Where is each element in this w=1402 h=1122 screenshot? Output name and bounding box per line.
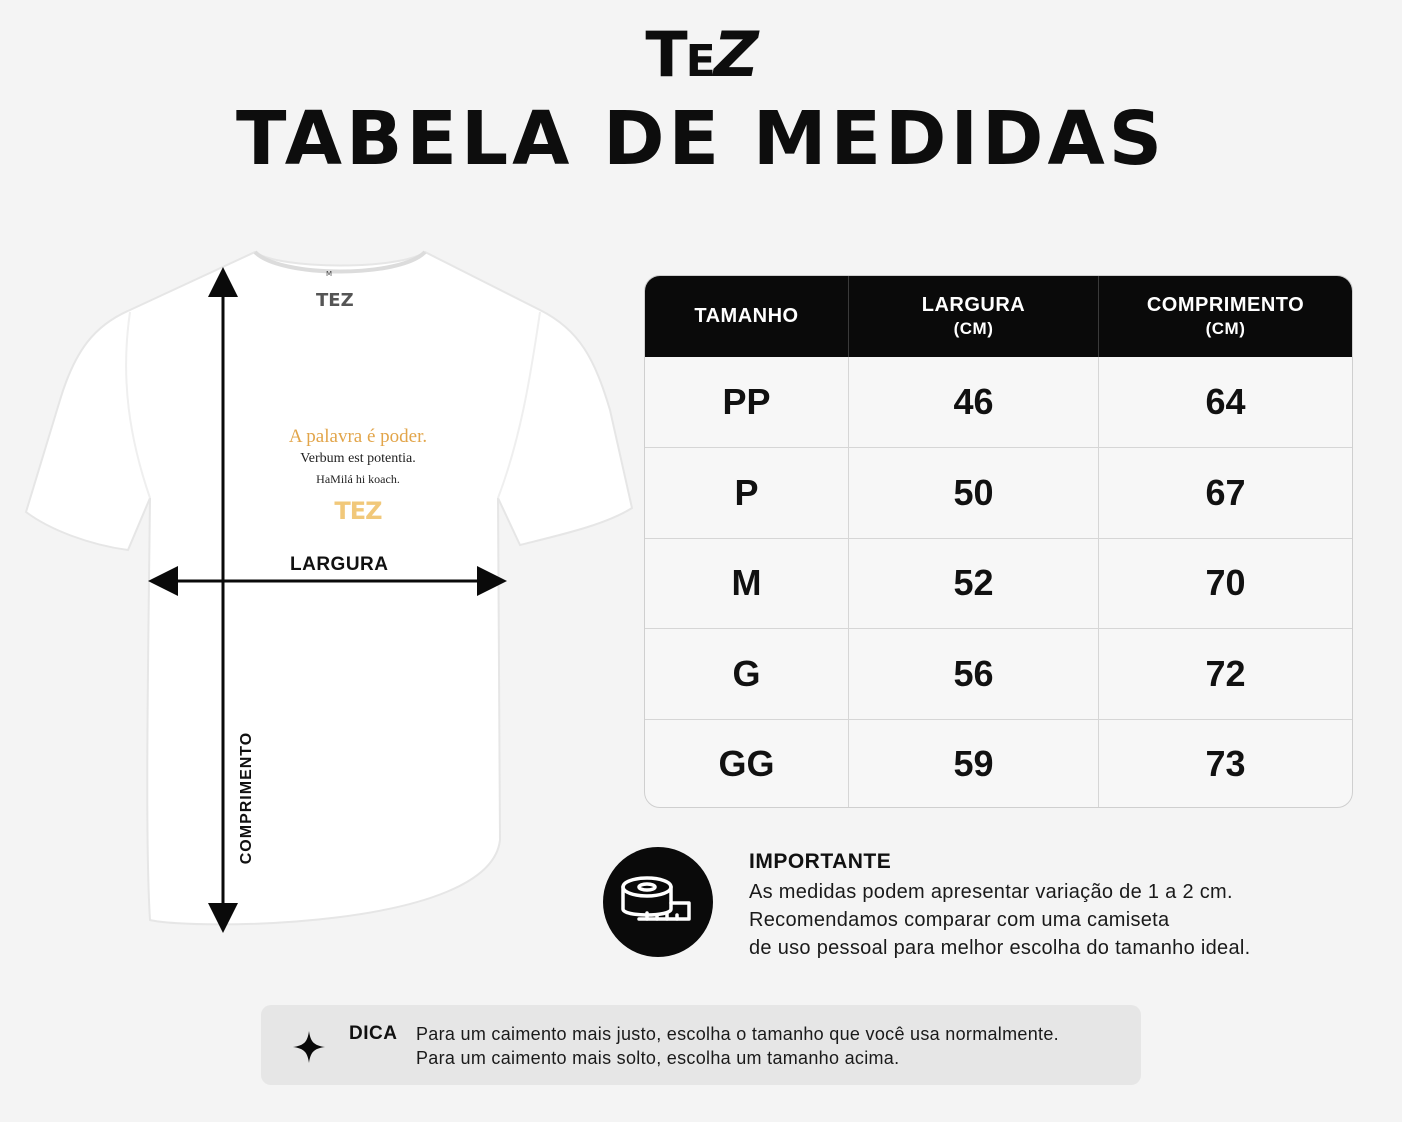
width-cell: 59 <box>849 720 1099 808</box>
tip-text <box>416 1022 1059 1070</box>
brand-logo: TEZ <box>645 18 757 91</box>
table-row <box>645 447 1352 537</box>
width-cell: 56 <box>849 629 1099 718</box>
neck-logo: TEZ <box>316 290 354 311</box>
table-row <box>645 357 1352 447</box>
size-table <box>644 275 1353 808</box>
print-line-2: Verbum est potentia. <box>300 451 416 466</box>
print-line-1: A palavra é poder. <box>288 426 428 447</box>
important-line: Recomendamos comparar com uma camiseta <box>749 909 1170 931</box>
print-logo: TEZ <box>334 497 382 525</box>
width-cell: 46 <box>849 357 1099 447</box>
length-label: COMPRIMENTO <box>238 731 255 865</box>
tshirt-diagram <box>20 240 650 960</box>
tip-label: DICA <box>349 1023 398 1044</box>
length-cell: 64 <box>1205 381 1246 423</box>
tshirt-illustration <box>20 240 650 960</box>
important-line: As medidas podem apresentar variação de 1 a 2 cm. <box>749 881 1233 903</box>
tip-line: Para um caimento mais solto, escolha um tamanho acima. <box>416 1048 900 1068</box>
table-row <box>645 719 1352 808</box>
important-text <box>749 878 1250 962</box>
size-cell: GG <box>645 720 849 808</box>
print-line-3: HaMilá hi koach. <box>316 472 400 486</box>
length-cell: 72 <box>1205 652 1246 694</box>
size-cell: P <box>645 448 849 537</box>
header-size: TAMANHO <box>645 276 849 357</box>
width-label: LARGURA <box>290 554 389 575</box>
length-cell: 70 <box>1205 562 1246 604</box>
important-line: de uso pessoal para melhor escolha do tamanho ideal. <box>749 937 1251 959</box>
important-title: IMPORTANTE <box>749 850 892 873</box>
table-row <box>645 538 1352 628</box>
header-width: LARGURA (CM) <box>849 276 1099 357</box>
sparkle-icon <box>292 1030 326 1064</box>
size-cell: M <box>645 539 849 628</box>
width-cell: 52 <box>849 539 1099 628</box>
neck-size-label: M <box>326 270 333 278</box>
shirt-print <box>228 426 488 525</box>
size-table-header <box>645 276 1352 357</box>
width-cell: 50 <box>849 448 1099 537</box>
tip-line: Para um caimento mais justo, escolha o tamanho que você usa normalmente. <box>416 1024 1059 1044</box>
size-cell: G <box>645 629 849 718</box>
size-cell: PP <box>645 357 849 447</box>
page-title: TABELA DE MEDIDAS <box>235 96 1167 182</box>
length-cell: 73 <box>1205 743 1246 785</box>
measuring-tape-icon <box>603 847 713 957</box>
length-cell: 67 <box>1205 472 1246 514</box>
table-row <box>645 628 1352 718</box>
header-length: COMPRIMENTO (CM) <box>1146 294 1305 338</box>
